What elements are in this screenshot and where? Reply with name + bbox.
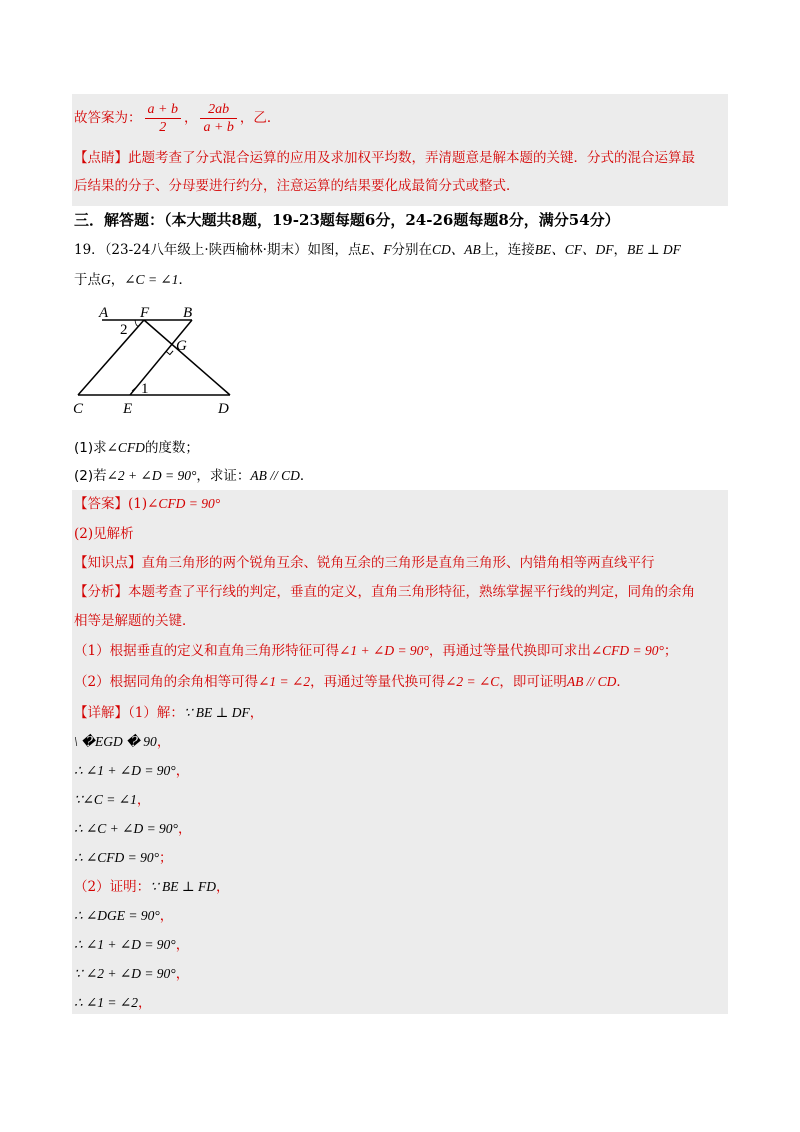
fraction-1-numerator: a + b bbox=[145, 101, 181, 119]
problem-source: （23-24八年级上·陕西榆林·期末） bbox=[104, 242, 308, 258]
comment-text-1: 此题考查了分式混合运算的应用及求加权平均数，弄清题意是解本题的关键．分式的混合运算最 bbox=[128, 150, 695, 166]
fraction-1 bbox=[145, 101, 181, 136]
answer-1-expression: ∠CFD = 90° bbox=[147, 496, 221, 511]
answer-tag: 【答案】 bbox=[74, 496, 128, 512]
analysis-line-2: 相等是解题的关键． bbox=[74, 613, 196, 629]
detail-expr-6: ∴ ∠CFD = 90° bbox=[74, 850, 160, 865]
step-1-text: （1）根据垂直的定义和直角三角形特征可得 bbox=[74, 643, 340, 659]
proof-end-2: ， bbox=[175, 937, 190, 953]
angle-2-arc bbox=[135, 320, 139, 326]
detail-end-6: ； bbox=[159, 850, 173, 866]
proof-end: ， bbox=[216, 879, 230, 895]
proof-start-line bbox=[74, 877, 230, 897]
detail-expr-5: ∴ ∠C + ∠D = 90° bbox=[74, 821, 178, 836]
question-2-mid: ，求证： bbox=[196, 468, 251, 484]
question-1-label: (1)求 bbox=[74, 440, 107, 456]
proof-step-4 bbox=[74, 993, 151, 1013]
comment-line-1 bbox=[74, 148, 695, 168]
label-c: C bbox=[73, 401, 84, 417]
analysis-line-1 bbox=[74, 582, 695, 602]
segments: CD、AB bbox=[431, 242, 481, 257]
step-2-expression-3: AB // CD bbox=[566, 674, 617, 689]
label-d: D bbox=[218, 401, 229, 417]
points-ef: E、F bbox=[361, 242, 392, 257]
detail-step-2 bbox=[74, 732, 170, 752]
detail-step-5 bbox=[74, 819, 191, 839]
question-2-tail: ． bbox=[299, 468, 314, 484]
problem-text: 上，连接 bbox=[480, 242, 535, 258]
detail-step-6 bbox=[74, 848, 173, 868]
answer-line-2: (2)见解析 bbox=[74, 526, 134, 542]
problem-line-2: 于点G，∠C = ∠1． bbox=[74, 272, 192, 288]
detail-expr-2: \ �EGD � 90 bbox=[74, 734, 157, 749]
step-1-expression-2: ∠CFD = 90° bbox=[590, 643, 664, 658]
detail-end-2: ， bbox=[156, 734, 171, 750]
knowledge-line bbox=[74, 553, 655, 573]
proof-expr: ∵ BE ⊥ FD bbox=[150, 879, 216, 894]
segment-fd bbox=[144, 320, 230, 395]
problem-text: 分别在 bbox=[391, 242, 432, 258]
period: ． bbox=[178, 272, 192, 288]
section-header: 三．解答题：（本大题共8题，19-23题每题6分，24-26题每题8分，满分54分） bbox=[74, 211, 620, 229]
previous-answer-line: 故答案为： $\frac{a + b}{2}$ ， $\frac{2ab}{a + b}$ ，乙． bbox=[74, 102, 281, 135]
detail-end-1: ， bbox=[249, 705, 264, 721]
detail-tag: 【详解】 bbox=[74, 705, 128, 721]
proof-expr-2: ∴ ∠1 + ∠D = 90° bbox=[74, 937, 176, 952]
proof-end-3: ， bbox=[175, 966, 190, 982]
comment-text-2: 后结果的分子、分母要进行约分，注意运算的结果要化成最简分式或整式． bbox=[74, 178, 520, 194]
detail-expr-3: ∴ ∠1 + ∠D = 90° bbox=[74, 763, 176, 778]
analysis-text-1: 本题考查了平行线的判定，垂直的定义，直角三角形特征，熟练掌握平行线的判定，同角的余角 bbox=[128, 584, 695, 600]
segment-be bbox=[130, 320, 192, 395]
problem-text: 于点 bbox=[74, 272, 101, 288]
step-2-text-c: ，即可证明 bbox=[499, 674, 567, 690]
knowledge-tag: 【知识点】 bbox=[74, 555, 142, 571]
detail-expr-4: ∵∠C = ∠1 bbox=[74, 792, 137, 807]
fraction-2-numerator: 2ab bbox=[200, 101, 236, 119]
proof-expr-3: ∵ ∠2 + ∠D = 90° bbox=[74, 966, 176, 981]
lines: BE、CF、DF bbox=[534, 242, 614, 257]
answer-line-1 bbox=[74, 494, 220, 514]
label-a: A bbox=[99, 305, 109, 321]
proof-step-1 bbox=[74, 906, 173, 926]
detail-line bbox=[74, 703, 263, 723]
question-1-angle: ∠CFD bbox=[106, 440, 145, 455]
step-2-expression: ∠1 = ∠2 bbox=[258, 674, 311, 689]
segment-fc bbox=[78, 320, 144, 395]
question-1-tail: 的度数； bbox=[144, 440, 199, 456]
detail-step-3 bbox=[74, 761, 189, 781]
label-e: E bbox=[123, 401, 133, 417]
comment-line-2 bbox=[74, 176, 520, 196]
detail-start: （1）解： bbox=[128, 705, 184, 721]
detail-end-3: ， bbox=[175, 763, 190, 779]
problem-text: 如图，点 bbox=[307, 242, 362, 258]
analysis-tag: 【分析】 bbox=[74, 584, 128, 600]
question-2-label: (2)若 bbox=[74, 468, 107, 484]
knowledge-text: 直角三角形的两个锐角互余、锐角互余的三角形是直角三角形、内错角相等两直线平行 bbox=[141, 555, 655, 571]
point-g: G bbox=[101, 272, 111, 287]
step-2-text: （2）根据同角的余角相等可得 bbox=[74, 674, 259, 690]
angle-equation: ∠C = ∠1 bbox=[124, 272, 179, 287]
detail-step-4 bbox=[74, 790, 150, 810]
geometry-figure bbox=[70, 300, 245, 420]
proof-end-4: ， bbox=[137, 995, 152, 1011]
step-1-expression: ∠1 + ∠D = 90° bbox=[339, 643, 429, 658]
label-g: G bbox=[176, 338, 187, 354]
fraction-2 bbox=[200, 101, 236, 136]
label-b: B bbox=[183, 305, 193, 321]
proof-start: （2）证明： bbox=[74, 879, 151, 895]
question-2-goal: AB // CD bbox=[250, 468, 300, 483]
proof-expr-4: ∴ ∠1 = ∠2 bbox=[74, 995, 138, 1010]
answer-1-label: (1) bbox=[128, 496, 148, 512]
answer-tail: ，乙． bbox=[239, 110, 281, 126]
label-angle-2: 2 bbox=[120, 322, 128, 338]
problem-line-1: 19．（23-24八年级上·陕西榆林·期末）如图，点E、F分别在CD、AB上，连接BE、CF、DF，BE ⊥ DF bbox=[74, 242, 681, 258]
question-2 bbox=[74, 466, 313, 486]
fraction-1-denominator: 2 bbox=[159, 120, 167, 135]
perpendicular-relation: BE ⊥ DF bbox=[626, 242, 681, 257]
question-2-condition: ∠2 + ∠D = 90° bbox=[106, 468, 197, 483]
right-angle-mark bbox=[166, 351, 173, 355]
proof-step-3 bbox=[74, 964, 189, 984]
label-angle-1: 1 bbox=[141, 381, 149, 397]
proof-end-1: ， bbox=[159, 908, 174, 924]
step-2-expression-2: ∠2 = ∠C bbox=[445, 674, 500, 689]
problem-number: 19． bbox=[74, 242, 105, 258]
step-2-text-b: ，再通过等量代换可得 bbox=[310, 674, 446, 690]
fraction-2-denominator: a + b bbox=[203, 120, 234, 135]
detail-end-5: ， bbox=[177, 821, 192, 837]
step-2-end: ． bbox=[616, 674, 630, 690]
comment-tag: 【点睛】 bbox=[74, 150, 128, 166]
analysis-step-2 bbox=[74, 672, 630, 692]
analysis-step-1 bbox=[74, 641, 677, 661]
answer-prefix: 故答案为： bbox=[74, 110, 142, 126]
detail-end-4: ， bbox=[136, 792, 151, 808]
proof-step-2 bbox=[74, 935, 189, 955]
step-1-end: ； bbox=[663, 643, 678, 659]
label-f: F bbox=[140, 305, 150, 321]
proof-expr-1: ∴ ∠DGE = 90° bbox=[74, 908, 160, 923]
question-1 bbox=[74, 438, 199, 458]
step-1-text-b: ，再通过等量代换即可求出 bbox=[428, 643, 591, 659]
detail-expr-1: ∵ BE ⊥ DF bbox=[183, 705, 250, 720]
